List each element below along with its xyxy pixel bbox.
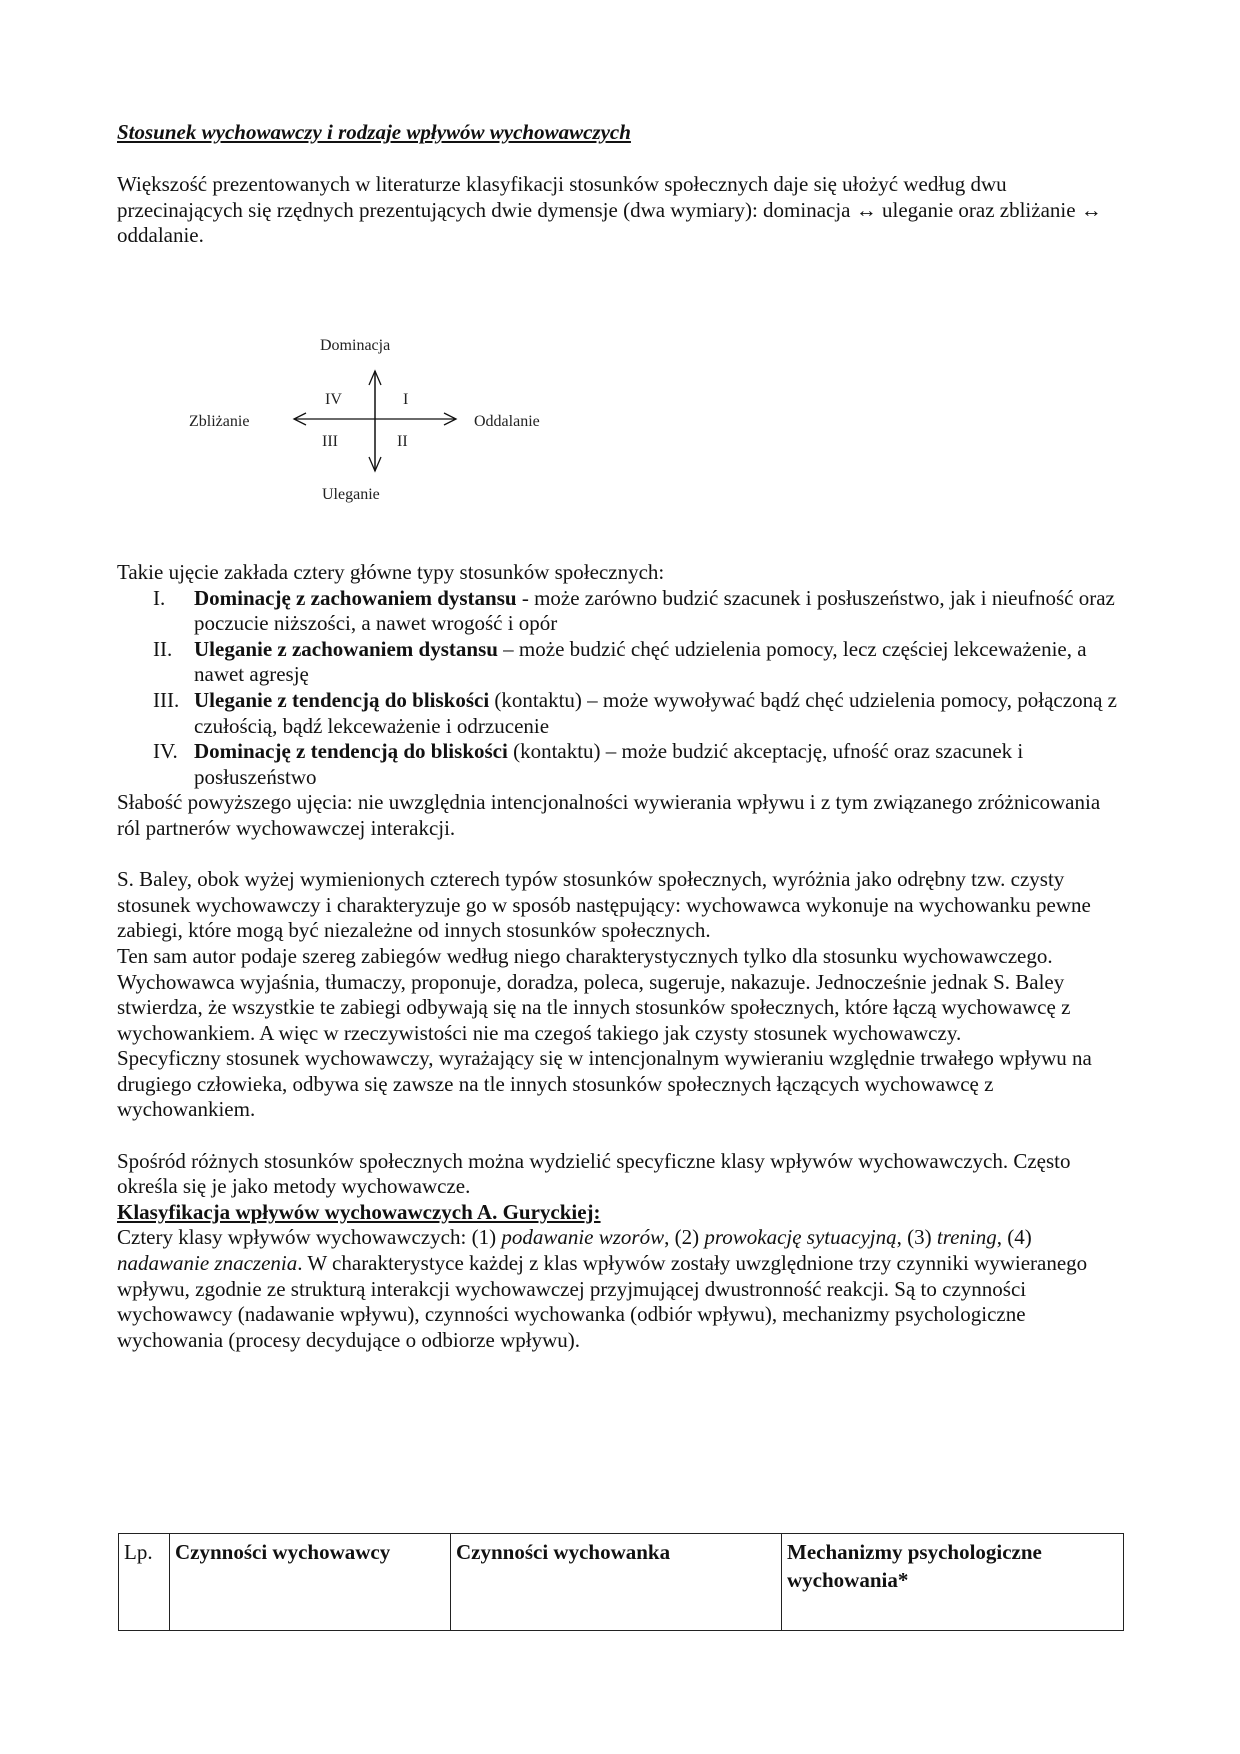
table-header: Lp.	[119, 1534, 170, 1631]
table-header: Czynności wychowawcy	[170, 1534, 451, 1631]
baley-paragraph: S. Baley, obok wyżej wymienionych czterech typów stosunków społecznych, wyróżnia jako odrębny tzw. czysty stosunek wychowawczy i charakteryzuje go w sposób następujący: wychowawca wykonuje na wychowanku pewne zabiegi, które mogą być niezależne od innych stosunków społecznych.	[117, 867, 1091, 943]
axis-label-left: Zbliżanie	[189, 413, 250, 430]
intro-paragraph: Większość prezentowanych w literaturze klasyfikacji stosunków społecznych daje się ułożyć według dwu przecinających się rzędnych prezentujących dwie dymensje (dwa wymiary): dominacja ↔ uleganie oraz zbliżanie ↔ oddalanie.	[117, 172, 1102, 248]
quadrant-label: I	[403, 391, 409, 408]
table-header: Mechanizmy psychologiczne wychowania*	[782, 1534, 1124, 1631]
gurycka-paragraph: Cztery klasy wpływów wychowawczych: (1) podawanie wzorów, (2) prowokację sytuacyjną, (3) trening, (4) nadawanie znaczenia. W charakterystyce każdej z klas wpływów zostały uwzględnione trzy czynniki wywieranego wpływu, zgodnie ze strukturą interakcji wychowawczej przyjmującej dwustronność reakcji. Są to czynności wychowawcy (nadawanie wpływu), czynności wychowanka (odbiór wpływu), mechanizmy psychologiczne wychowania (procesy decydujące o odbiorze wpływu).	[117, 1225, 1088, 1352]
table-header-row	[119, 1534, 1124, 1631]
list-item: II. Uleganie z zachowaniem dystansu – może budzić chęć udzielenia pomocy, lecz częściej lekceważenie, a nawet agresję	[153, 636, 1087, 687]
influences-table	[118, 1533, 1124, 1631]
quadrant-label: II	[397, 433, 408, 450]
axis-label-right: Oddalanie	[474, 413, 540, 430]
axis-label-bottom: Uleganie	[322, 486, 380, 503]
baley-paragraph: Ten sam autor podaje szereg zabiegów według niego charakterystycznych tylko dla stosunku wychowawczego. Wychowawca wyjaśnia, tłumaczy, proponuje, doradza, poleca, sugeruje, nakazuje. Jednocześnie jednak S. Baley stwierdza, że wszystkie te zabiegi odbywają się na tle innych stosunków społecznych, które łączą wychowawcę z wychowankiem. A więc w rzeczywistości nie ma czegoś takiego jak czysty stosunek wychowawczy.	[117, 943, 1071, 1045]
weakness-paragraph: Słabość powyższego ujęcia: nie uwzględnia intencjonalności wywierania wpływu i z tym związanego zróżnicowania ról partnerów wychowawczej interakcji.	[117, 790, 1101, 840]
types-list	[117, 586, 1127, 791]
quadrant-label: III	[322, 433, 338, 450]
classes-paragraph: Spośród różnych stosunków społecznych można wydzielić specyficzne klasy wpływów wychowawczych. Często określa się je jako metody wychowawcze.	[117, 1148, 1071, 1199]
baley-paragraph: Specyficzny stosunek wychowawczy, wyrażający się w intencjonalnym wywieraniu względnie trwałego wpływu na drugiego człowieka, odbywa się zawsze na tle innych stosunków społecznych łączących wychowawcę z wychowankiem.	[117, 1046, 1092, 1122]
document-title: Stosunek wychowawczy i rodzaje wpływów wychowawczych	[117, 120, 631, 144]
table-header: Czynności wychowanka	[451, 1534, 782, 1631]
section-heading: Klasyfikacja wpływów wychowawczych A. Guryckiej:	[117, 1199, 601, 1224]
axis-label-top: Dominacja	[320, 337, 391, 354]
list-item: I. Dominację z zachowaniem dystansu - może zarówno budzić szacunek i posłuszeństwo, jak i nieufność oraz poczucie niższości, a nawet wrogość i opór	[153, 585, 1115, 636]
list-item: IV. Dominację z tendencją do bliskości (kontaktu) – może budzić akceptację, ufność oraz szacunek i posłuszeństwo	[153, 739, 1024, 789]
list-item: III. Uleganie z tendencją do bliskości (kontaktu) – może wywoływać bądź chęć udzielenia pomocy, połączoną z czułością, bądź lekceważenie i odrzucenie	[153, 687, 1117, 738]
relations-diagram	[180, 325, 580, 505]
quadrant-label: IV	[325, 391, 342, 408]
types-section: Takie ujęcie zakłada cztery główne typy stosunków społecznych: I. Dominację z zachowaniem dystansu - może zarówno budzić szacunek i posłuszeństwo, jak i nieufność oraz poczucie niższości, a nawet wrogość i opór II. Uleganie z zachowaniem dystansu – może budzić chęć udzielenia pomocy, lecz częściej lekceważenie, a nawet agresję III. Uleganie z tendencją do bliskości (kontaktu) – może wywoływać bądź chęć udzielenia pomocy, połączoną z czułością, bądź lekceważenie i odrzucenie IV. Dominację z tendencją do bliskości (kontaktu) – może budzić akceptację, ufność oraz szacunek i posłuszeństwo Słabość powyższego ujęcia: nie uwzględnia intencjonalności wywierania wpływu i z tym związanego zróżnicowania ról partnerów wychowawczej interakcji. S. Baley, obok wyżej wymienionych czterech typów stosunków społecznych, wyróżnia jako odrębny tzw. czysty stosunek wychowawczy i charakteryzuje go w sposób następujący: wychowawca wykonuje na wychowanku pewne zabiegi, które mogą być niezależne od innych stosunków społecznych. Ten sam autor podaje szereg zabiegów według niego charakterystycznych tylko dla stosunku wychowawczego. Wychowawca wyjaśnia, tłumaczy, proponuje, doradza, poleca, sugeruje, nakazuje. Jednocześnie jednak S. Baley stwierdza, że wszystkie te zabiegi odbywają się na tle innych stosunków społecznych, które łączą wychowawcę z wychowankiem. A więc w rzeczywistości nie ma czegoś takiego jak czysty stosunek wychowawczy. Specyficzny stosunek wychowawczy, wyrażający się w intencjonalnym wywieraniu względnie trwałego wpływu na drugiego człowieka, odbywa się zawsze na tle innych stosunków społecznych łączących wychowawcę z wychowankiem. Spośród różnych stosunków społecznych można wydzielić specyficzne klasy wpływów wychowawczych. Często określa się je jako metody wychowawcze. Klasyfikacja wpływów wychowawczych A. Guryckiej: Cztery klasy wpływów wychowawczych: (1) podawanie wzorów, (2) prowokację sytuacyjną, (3) trening, (4) nadawanie znaczenia. W charakterystyce każdej z klas wpływów zostały uwzględnione trzy czynniki wywieranego wpływu, zgodnie ze strukturą interakcji wychowawczej przyjmującej dwustronność reakcji. Są to czynności wychowawcy (nadawanie wpływu), czynności wychowanka (odbiór wpływu), mechanizmy psychologiczne wychowania (procesy decydujące o odbiorze wpływu).	[117, 560, 1127, 1353]
